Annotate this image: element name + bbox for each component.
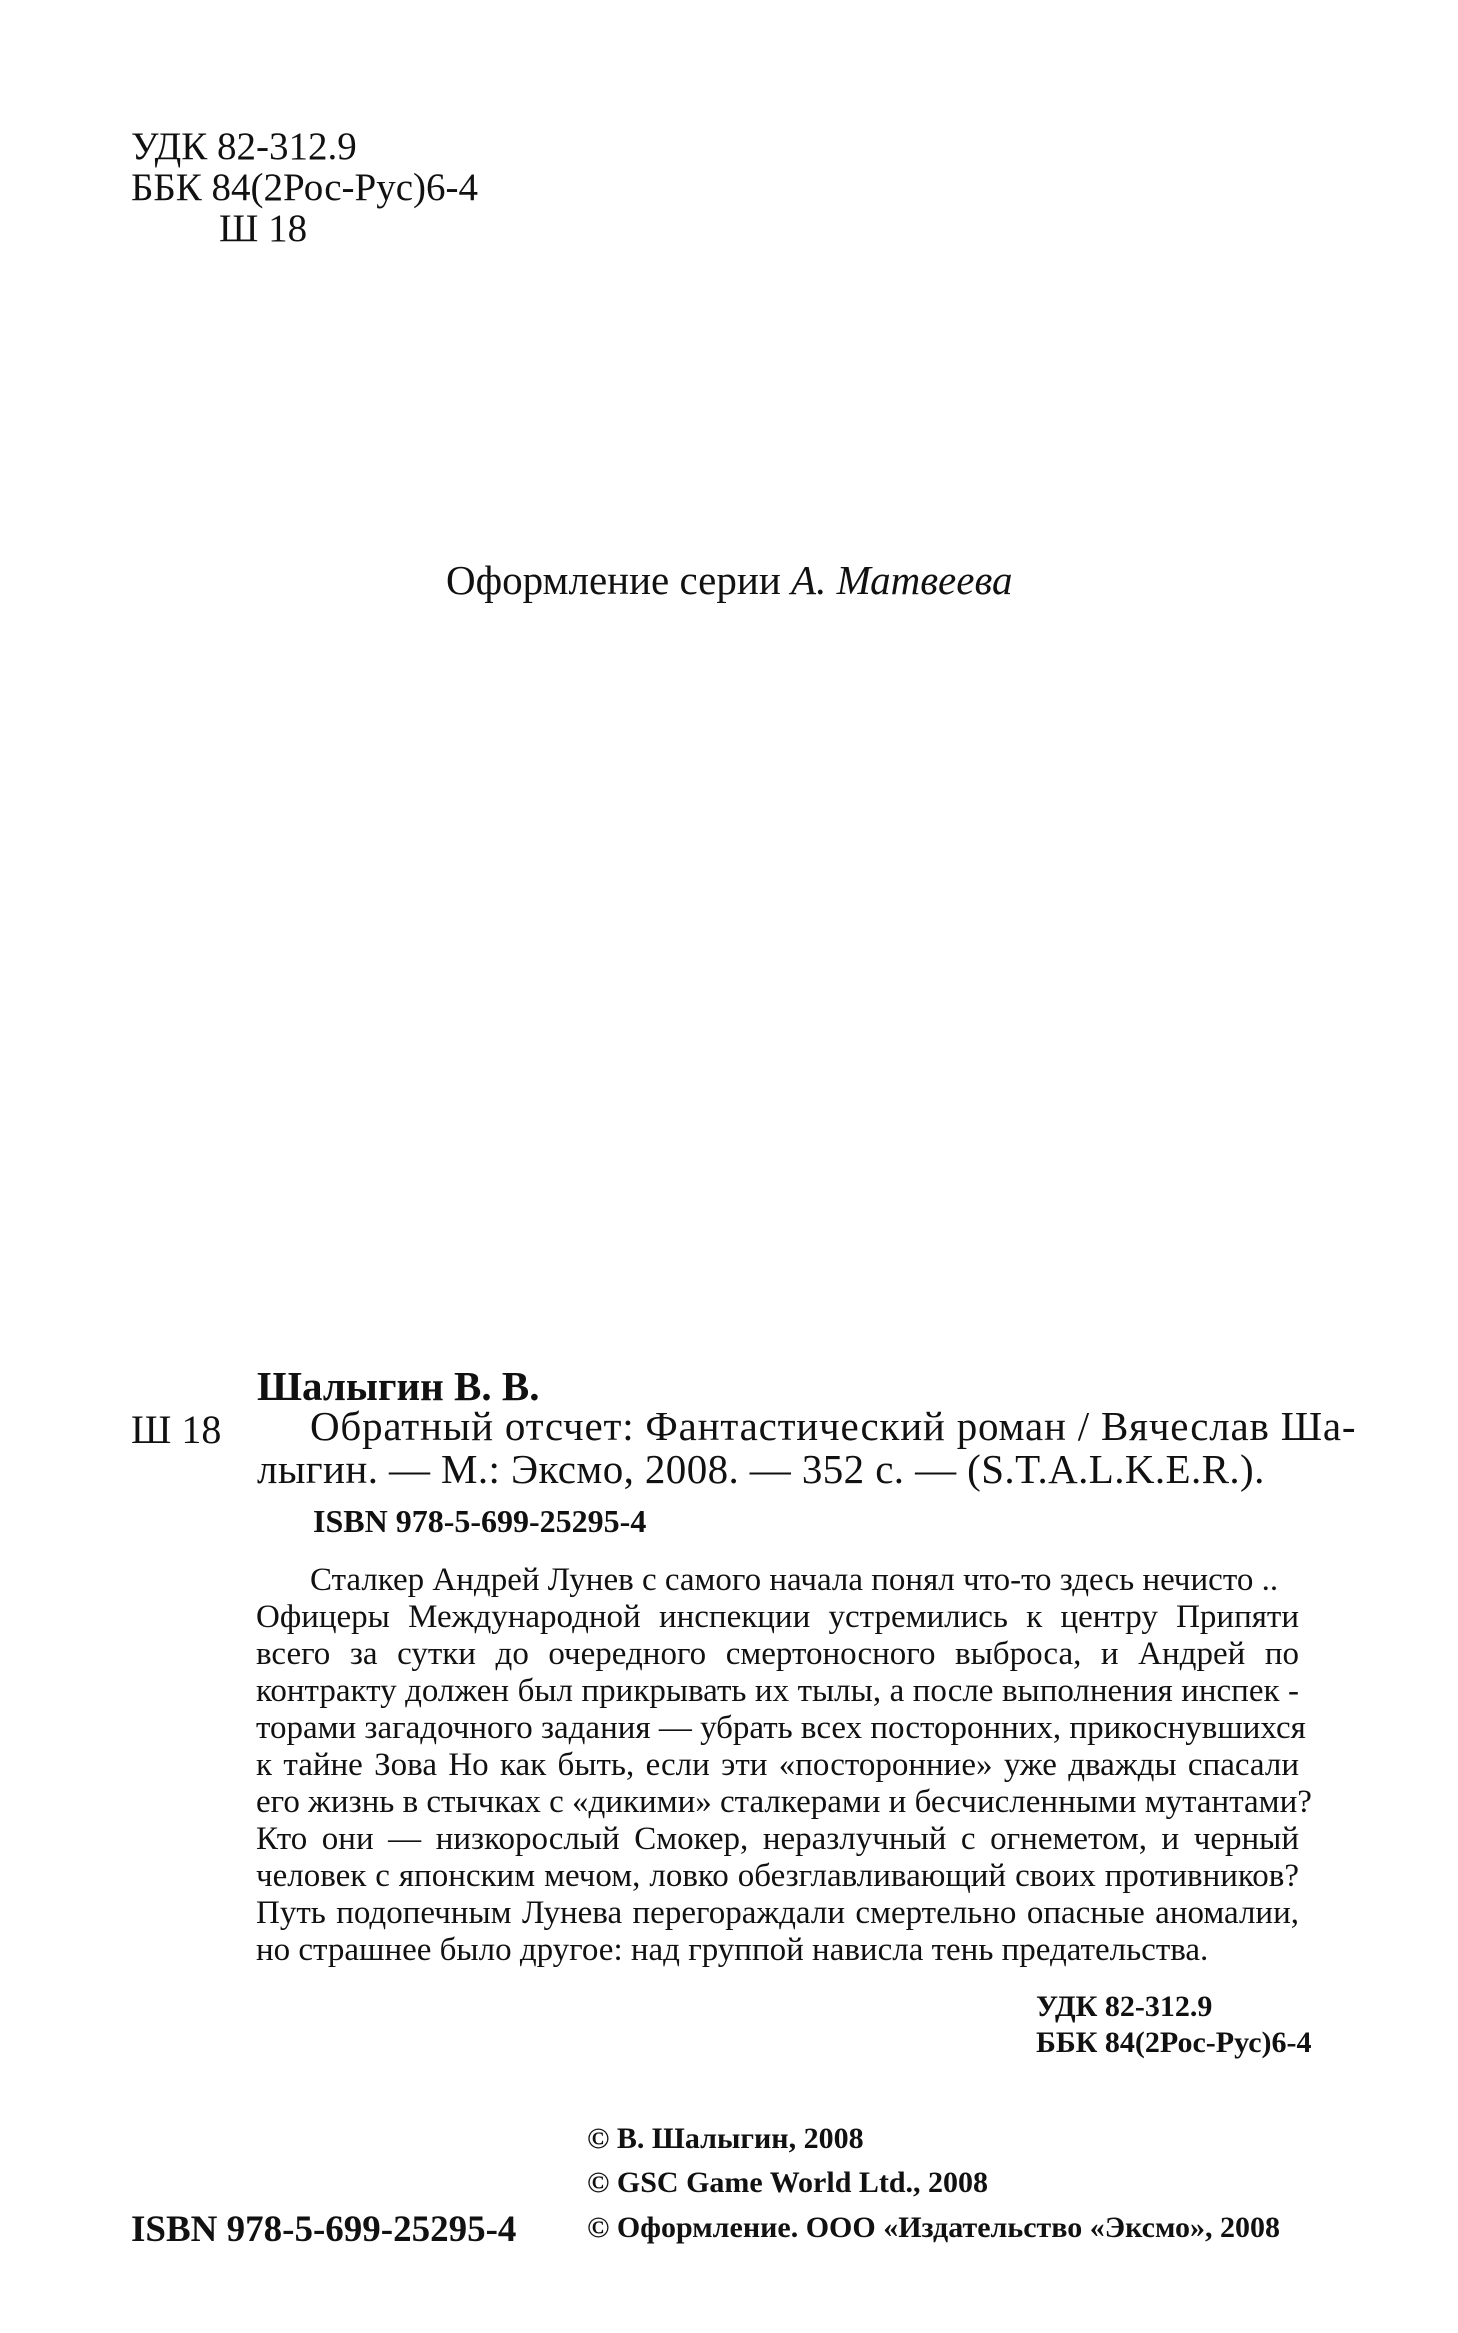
annotation-line: Путь подопечным Лунева перегораждали смертельно опасные аномалии, bbox=[256, 1895, 1299, 1931]
copyright-author: © В. Шалыгин, 2008 bbox=[587, 2122, 864, 2155]
series-design-label: Оформление серии bbox=[446, 557, 781, 603]
series-design-credit bbox=[446, 556, 1012, 604]
annotation-line: человек с японским мечом, ловко обезглавливающий своих противников? bbox=[256, 1858, 1299, 1894]
annotation-line: Кто они — низкорослый Смокер, неразлучный с огнеметом, и черный bbox=[256, 1821, 1299, 1857]
annotation-line: всего за сутки до очередного смертоносного выброса, и Андрей по bbox=[256, 1636, 1299, 1672]
annotation-line: Сталкер Андрей Лунев с самого начала понял что-то здесь нечисто .. bbox=[310, 1562, 1279, 1598]
bbk-code: ББК 84(2Рос-Рус)6-4 bbox=[131, 166, 479, 209]
bibliographic-description-line-1: Обратный отсчет: Фантастический роман / Вячеслав Ша- bbox=[310, 1403, 1357, 1449]
bibliographic-description-line-2: лыгин. — М.: Эксмо, 2008. — 352 с. — (S.T.A.L.K.E.R.). bbox=[257, 1446, 1265, 1492]
annotation-line: Офицеры Международной инспекции устремились к центру Припяти bbox=[256, 1599, 1299, 1635]
annotation-line: но страшнее было другое: над группой нависла тень предательства. bbox=[256, 1932, 1209, 1968]
annotation-line: контракту должен был прикрывать их тылы, а после выполнения инспек - bbox=[256, 1673, 1299, 1709]
copyright-design: © Оформление. ООО «Издательство «Эксмо», 2008 bbox=[587, 2211, 1280, 2244]
bibliography-author-mark: Ш 18 bbox=[131, 1407, 222, 1452]
annotation bbox=[256, 1562, 1312, 1969]
bbk-code-right: ББК 84(2Рос-Рус)6-4 bbox=[1036, 2026, 1312, 2059]
isbn-inline: ISBN 978-5-699-25295-4 bbox=[313, 1503, 647, 1539]
copyright-gsc: © GSC Game World Ltd., 2008 bbox=[587, 2166, 989, 2199]
annotation-line: его жизнь в стычках с «дикими» сталкерами и бесчисленными мутантами? bbox=[256, 1784, 1312, 1820]
book-author: Шалыгин В. В. bbox=[257, 1363, 540, 1409]
series-designer-name: А. Матвеева bbox=[791, 557, 1013, 603]
annotation-line: к тайне Зова Но как быть, если эти «посторонние» уже дважды спасали bbox=[256, 1747, 1299, 1783]
isbn-footer: ISBN 978-5-699-25295-4 bbox=[131, 2209, 517, 2250]
udk-code-right: УДК 82-312.9 bbox=[1036, 1990, 1213, 2023]
author-mark: Ш 18 bbox=[219, 207, 308, 250]
udk-code: УДК 82-312.9 bbox=[131, 125, 357, 168]
annotation-line: торами загадочного задания — убрать всех посторонних, прикоснувшихся bbox=[256, 1710, 1306, 1746]
